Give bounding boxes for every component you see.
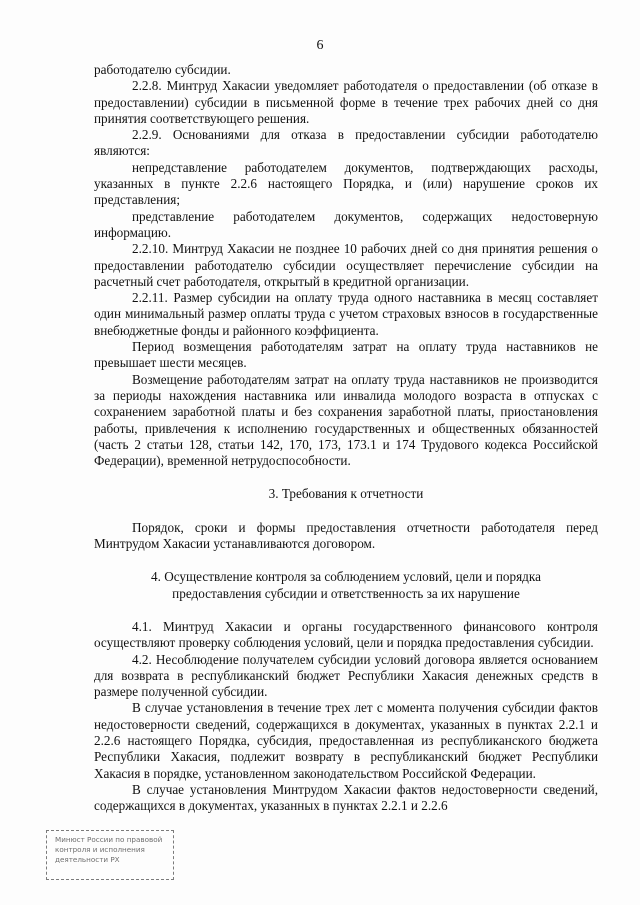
section-heading-3: 3. Требования к отчетности — [268, 486, 424, 502]
stamp-line-1: Минюст России по правовой — [55, 835, 163, 844]
paragraph-refusal-ground-2: представление работодателем документов, содержащих недостоверную информацию. — [94, 208, 598, 240]
paragraph-reimbursement-period: Период возмещения работодателям затрат на оплату труда наставников не превышает шести месяцев. — [94, 339, 598, 371]
page-number: 6 — [316, 38, 324, 53]
paragraph-4-1: 4.1. Минтруд Хакасии и органы государственного финансового контроля осуществляют проверку соблюдения условий, цели и порядка предоставления субсидии. — [94, 618, 598, 651]
paragraph-refusal-ground-1: непредставление работодателем документов, подтверждающих расходы, указанных в пункте 2.2.6 настоящего Порядка, и (или) нарушение сроков их представления; — [94, 159, 598, 208]
stamp-line-3: деятельности РХ — [55, 855, 120, 864]
paragraph-2-2-8: 2.2.8. Минтруд Хакасии уведомляет работодателя о предоставлении (об отказе в предоставлении) субсидии в письменной форме в течение трех рабочих дней со дня принятия соответствующего решения. — [94, 78, 598, 126]
paragraph-reimbursement-exclusions: Возмещение работодателям затрат на оплату труда наставников не производится за периоды нахождения наставника или инвалида молодого возраста в отпусках с сохранением заработной платы и без сохранения заработной платы, приостановления работы, привлечения к исполнению государственных и общественных обязанностей (часть 2 статьи 128, статьи 142, 170, 173, 173.1 и 174 Трудового кодекса Российской Федерации), временной нетрудоспособности. — [94, 371, 598, 469]
paragraph-return-3-years: В случае установления в течение трех лет с момента получения субсидии фактов недостоверности сведений, содержащихся в документах, указанных в пунктах 2.2.1 и 2.2.6 настоящего Порядка, субсидия, предоставленная из республиканского бюджета Республики Хакасия, подлежит возврату в республиканский бюджет Республики Хакасия в порядке, установленном законодательством Российской Федерации. — [94, 700, 598, 781]
paragraph-reporting: Порядок, сроки и формы предоставления отчетности работодателя перед Минтрудом Хакасии устанавливаются договором. — [94, 519, 598, 552]
paragraph-2-2-10: 2.2.10. Минтруд Хакасии не позднее 10 рабочих дней со дня принятия решения о предоставлении работодателю субсидии осуществляет перечисление субсидии на расчетный счет работодателя, открытый в кредитной организации. — [94, 241, 598, 289]
section-heading-4-line-1: 4. Осуществление контроля за соблюдением условий, цели и порядка — [151, 569, 541, 585]
paragraph-2-2-9: 2.2.9. Основаниями для отказа в предоставлении субсидии работодателю являются: — [94, 127, 598, 159]
section-heading-4-line-2: предоставления субсидии и ответственность за их нарушение — [172, 585, 520, 601]
paragraph-2-2-11: 2.2.11. Размер субсидии на оплату труда одного наставника в месяц составляет один минимальный размер оплаты труда с учетом страховых взносов в государственные внебюджетные фонды и районного коэффициента. — [94, 290, 598, 338]
document-body — [94, 62, 598, 814]
paragraph-continuation: работодателю субсидии. — [94, 62, 231, 77]
paragraph-return-minstrud: В случае установления Минтрудом Хакасии фактов недостоверности сведений, содержащихся в документах, указанных в пунктах 2.2.1 и 2.2.6 — [94, 781, 598, 814]
paragraph-4-2: 4.2. Несоблюдение получателем субсидии условий договора является основанием для возврата в республиканский бюджет Республики Хакасия денежных средств в размере полученной субсидии. — [94, 651, 598, 700]
stamp-line-2: контроля и исполнения — [55, 845, 145, 854]
registration-stamp — [46, 830, 174, 880]
